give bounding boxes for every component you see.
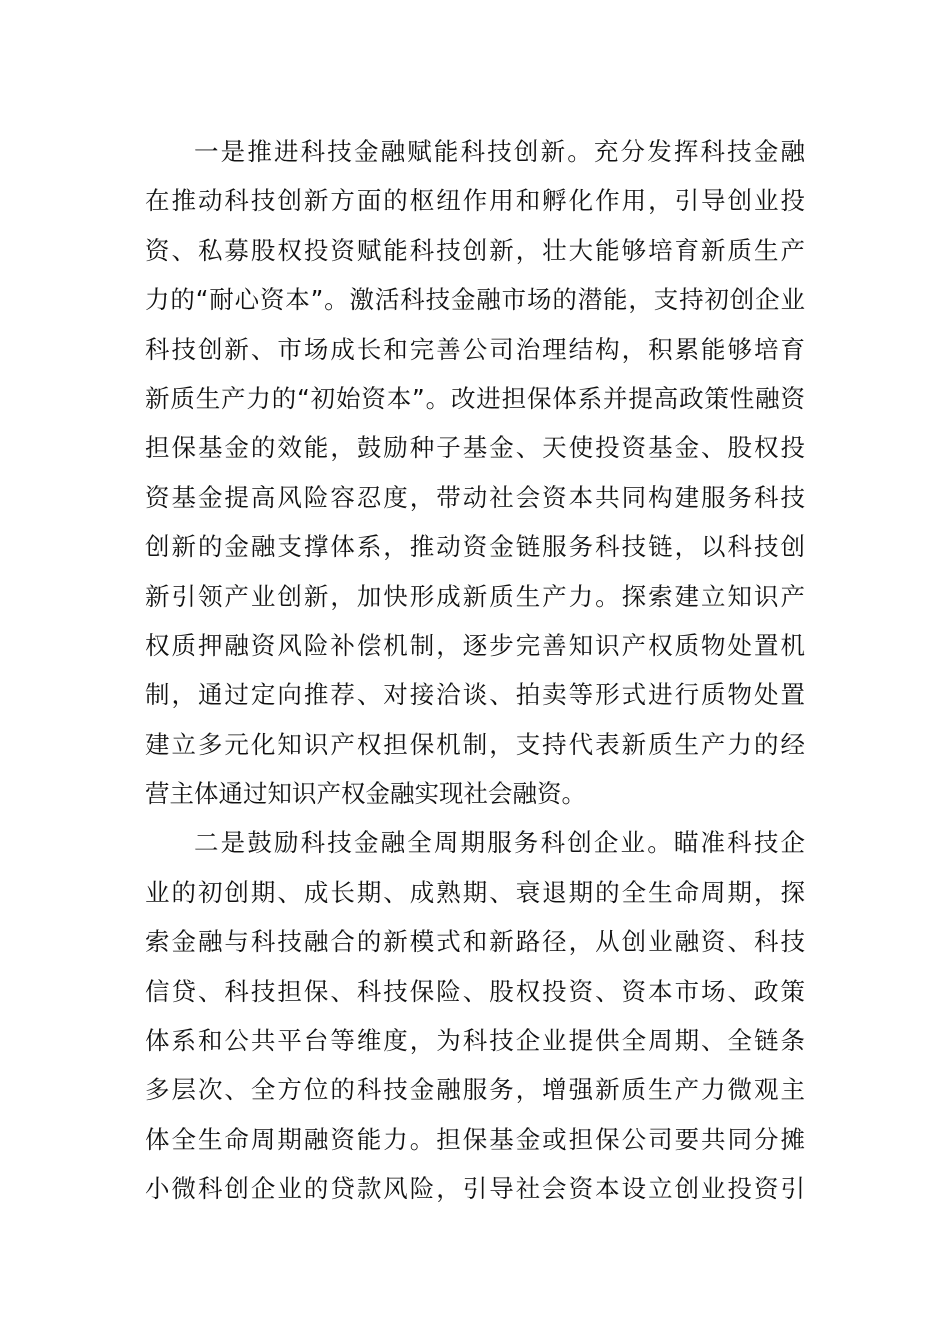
text-line: 小微科创企业的贷款风险，引导社会资本设立创业投资引 [145,1174,805,1204]
text-line: 资、私募股权投资赋能科技创新，壮大能够培育新质生产 [145,235,805,265]
paragraph-2 [145,818,805,1213]
text-line: 索金融与科技融合的新模式和新路径，从创业融资、科技 [145,927,805,957]
text-line: 业的初创期、成长期、成熟期、衰退期的全生命周期，探 [145,877,805,907]
text-line: 体系和公共平台等维度，为科技企业提供全周期、全链条 [145,1026,805,1056]
text-line: 创新的金融支撑体系，推动资金链服务科技链，以科技创 [145,532,805,562]
text-line: 在推动科技创新方面的枢纽作用和孵化作用，引导创业投 [145,186,805,216]
text-line: 新质生产力的“初始资本”。改进担保体系并提高政策性融资 [145,383,805,413]
body-text [145,127,805,1214]
text-line: 力的“耐心资本”。激活科技金融市场的潜能，支持初创企业 [145,285,805,315]
text-line: 营主体通过知识产权金融实现社会融资。 [145,779,586,809]
text-line: 资基金提高风险容忍度，带动社会资本共同构建服务科技 [145,482,805,512]
text-line: 新引领产业创新，加快形成新质生产力。探索建立知识产 [145,581,805,611]
text-line: 担保基金的效能，鼓励种子基金、天使投资基金、股权投 [145,433,805,463]
text-line: 建立多元化知识产权担保机制，支持代表新质生产力的经 [145,729,805,759]
text-line: 制，通过定向推荐、对接洽谈、拍卖等形式进行质物处置 [145,680,805,710]
text-line: 体全生命周期融资能力。担保基金或担保公司要共同分摊 [145,1124,805,1154]
text-line: 科技创新、市场成长和完善公司治理结构，积累能够培育 [145,334,805,364]
text-line: 权质押融资风险补偿机制，逐步完善知识产权质物处置机 [145,630,805,660]
text-line: 二是鼓励科技金融全周期服务科创企业。瞄准科技企 [194,828,805,858]
text-line: 一是推进科技金融赋能科技创新。充分发挥科技金融 [194,137,805,166]
text-line: 多层次、全方位的科技金融服务，增强新质生产力微观主 [145,1075,805,1105]
text-line: 信贷、科技担保、科技保险、股权投资、资本市场、政策 [145,976,805,1006]
paragraph-1 [145,127,805,818]
